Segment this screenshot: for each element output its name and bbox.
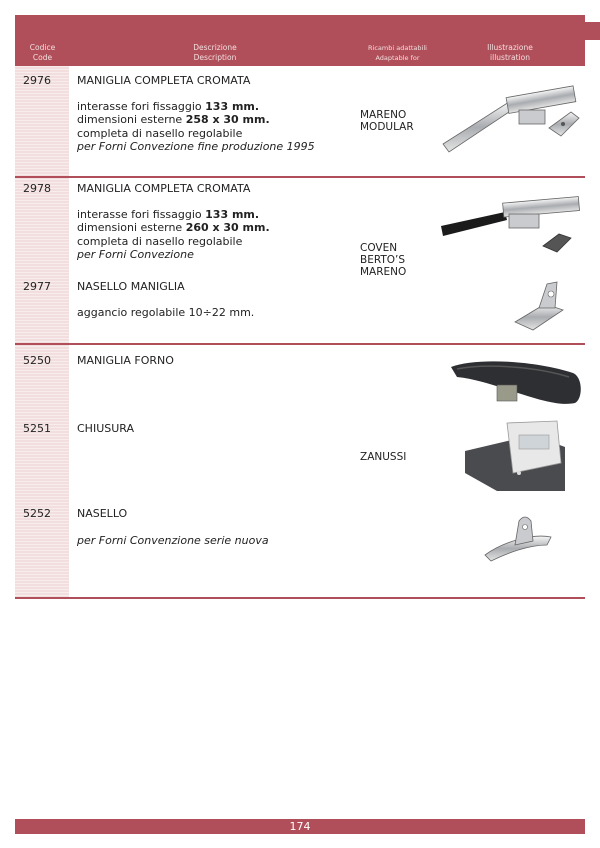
top-bar — [15, 15, 585, 40]
section-2978-2977 — [15, 178, 585, 345]
page-number: 174 — [289, 820, 311, 833]
adaptable-for: COVEN BERTO’S MARENO — [360, 242, 407, 278]
product-code: 5251 — [23, 422, 51, 435]
section-5250-5252 — [15, 345, 585, 599]
header-illustration: Illustrazione illustration — [487, 43, 533, 62]
product-code: 2977 — [23, 280, 51, 293]
handle-catch-image — [511, 278, 575, 332]
product-title: MANIGLIA COMPLETA CROMATA — [77, 182, 251, 195]
product-description: MANIGLIA COMPLETA CROMATA interasse fori fissaggio 133 mm. dimensioni esterne 260 x 30 mm. completa di nasello regolabile per Forni Convezione — [77, 182, 270, 261]
product-description: MANIGLIA COMPLETA CROMATA interasse fori fissaggio 133 mm. dimensioni esterne 258 x 30 mm. completa di nasello regolabile per Forni Convezione fine produzione 1995 — [77, 74, 315, 153]
header-adaptable: Ricambi adattabili Adaptable for — [368, 44, 427, 62]
adaptable-for: ZANUSSI — [360, 451, 407, 463]
product-title: NASELLO MANIGLIA — [77, 280, 185, 293]
product-description — [77, 422, 134, 436]
code-column — [15, 345, 69, 599]
page-footer — [15, 819, 585, 834]
product-code: 5250 — [23, 354, 51, 367]
product-description: NASELLO per Forni Convenzione serie nuova — [77, 507, 269, 547]
product-title: MANIGLIA COMPLETA CROMATA — [77, 74, 251, 87]
product-description — [77, 354, 174, 368]
section-2976 — [15, 66, 585, 178]
oven-handle-image — [447, 351, 587, 411]
latch-image — [481, 509, 557, 565]
product-title: MANIGLIA FORNO — [77, 354, 174, 367]
top-bar-tab — [585, 22, 600, 40]
handle-black-grip-image — [439, 188, 585, 260]
lock-closure-image — [461, 417, 575, 497]
header-description: Descrizione Description — [193, 43, 237, 62]
product-title: NASELLO — [77, 507, 128, 520]
product-code: 2976 — [23, 74, 51, 87]
adaptable-for: MARENO MODULAR — [360, 109, 414, 133]
product-code: 5252 — [23, 507, 51, 520]
product-title: CHIUSURA — [77, 422, 135, 435]
code-column — [15, 178, 69, 345]
header-code: Codice Code — [29, 43, 56, 62]
chrome-handle-image — [439, 80, 589, 162]
product-description: NASELLO MANIGLIA aggancio regolabile 10÷22 mm. — [77, 280, 255, 319]
product-code: 2978 — [23, 182, 51, 195]
section-divider — [15, 597, 585, 599]
table-header — [15, 40, 585, 66]
